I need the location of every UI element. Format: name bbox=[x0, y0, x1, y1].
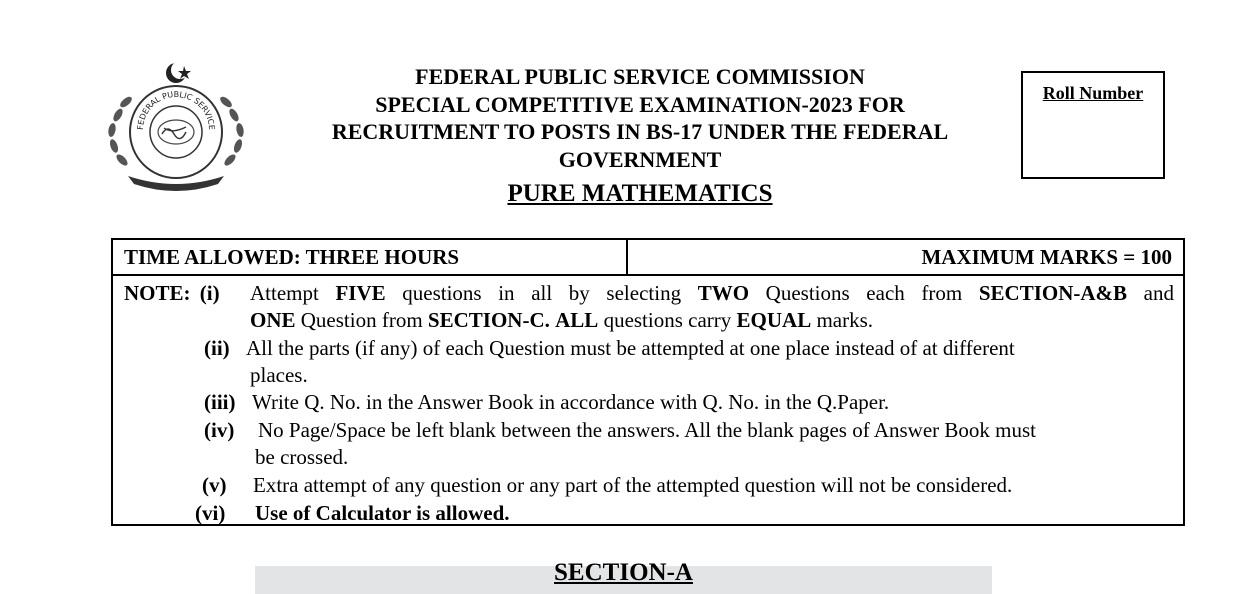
note-segment: SECTION-C. bbox=[427, 308, 550, 332]
roll-number-label: Roll Number bbox=[1042, 83, 1144, 103]
note-item-1-line-2 bbox=[250, 308, 873, 333]
seal-emblem-icon bbox=[98, 60, 254, 194]
note-item-label-2: (ii) bbox=[204, 336, 230, 360]
note-item-1-line-1 bbox=[250, 281, 1174, 306]
header-line-1: FEDERAL PUBLIC SERVICE COMMISSION bbox=[415, 64, 865, 89]
time-allowed: TIME ALLOWED: THREE HOURS bbox=[124, 245, 460, 269]
note-segment: Attempt bbox=[250, 281, 336, 305]
note-segment: EQUAL bbox=[736, 308, 812, 332]
note-segment: ALL bbox=[555, 308, 599, 332]
seal-lettering: FEDERAL PUBLIC SERVICE bbox=[135, 89, 217, 131]
note-segment: Questions each from bbox=[749, 281, 979, 305]
instructions-box bbox=[111, 238, 1185, 526]
note-segment: Question from bbox=[295, 308, 428, 332]
subject-title: PURE MATHEMATICS bbox=[507, 180, 773, 207]
note-segment: marks. bbox=[811, 308, 874, 332]
note-label: NOTE: bbox=[124, 281, 191, 305]
note-item-5-line-1: Extra attempt of any question or any part of the attempted question will not be considered. bbox=[253, 473, 1013, 497]
maximum-marks: MAXIMUM MARKS = 100 bbox=[921, 245, 1172, 269]
header-line-3: RECRUITMENT TO POSTS IN BS-17 UNDER THE FEDERAL bbox=[331, 119, 949, 144]
note-item-6-line-1: Use of Calculator is allowed. bbox=[255, 501, 510, 525]
note-item-label-3: (iii) bbox=[204, 390, 236, 414]
note-label-row bbox=[124, 281, 220, 306]
fpsc-seal-logo bbox=[98, 60, 254, 194]
note-item-2-line-1: All the parts (if any) of each Question must be attempted at one place instead of at different bbox=[246, 336, 1015, 360]
section-heading-wrap bbox=[255, 559, 992, 587]
roll-number-box bbox=[1021, 71, 1165, 179]
notes-block bbox=[113, 276, 1183, 526]
note-segment: questions carry bbox=[598, 308, 737, 332]
note-item-3-line-1: Write Q. No. in the Answer Book in accordance with Q. No. in the Q.Paper. bbox=[252, 390, 890, 414]
note-segment: SECTION-A&B bbox=[978, 281, 1128, 305]
exam-header bbox=[290, 63, 990, 173]
note-segment: questions in all by selecting bbox=[385, 281, 698, 305]
row-divider bbox=[626, 240, 628, 274]
note-segment: FIVE bbox=[335, 281, 386, 305]
section-heading: SECTION-A bbox=[554, 559, 693, 586]
time-marks-row bbox=[113, 240, 1183, 276]
subject-title-wrap bbox=[290, 180, 990, 208]
note-item-4-line-2: be crossed. bbox=[255, 445, 349, 469]
note-segment: and bbox=[1127, 281, 1174, 305]
note-item-label-6: (vi) bbox=[195, 501, 226, 525]
note-segment: ONE bbox=[250, 308, 296, 332]
note-item-label-1: (i) bbox=[199, 281, 220, 305]
note-item-4-line-1: No Page/Space be left blank between the answers. All the blank pages of Answer Book must bbox=[258, 418, 1036, 442]
note-segment: TWO bbox=[697, 281, 750, 305]
note-item-2-line-2: places. bbox=[250, 363, 308, 387]
note-item-label-4: (iv) bbox=[204, 418, 235, 442]
header-line-4: GOVERNMENT bbox=[558, 146, 722, 172]
header-line-2: SPECIAL COMPETITIVE EXAMINATION-2023 FOR bbox=[375, 91, 905, 117]
note-item-label-5: (v) bbox=[202, 473, 227, 497]
